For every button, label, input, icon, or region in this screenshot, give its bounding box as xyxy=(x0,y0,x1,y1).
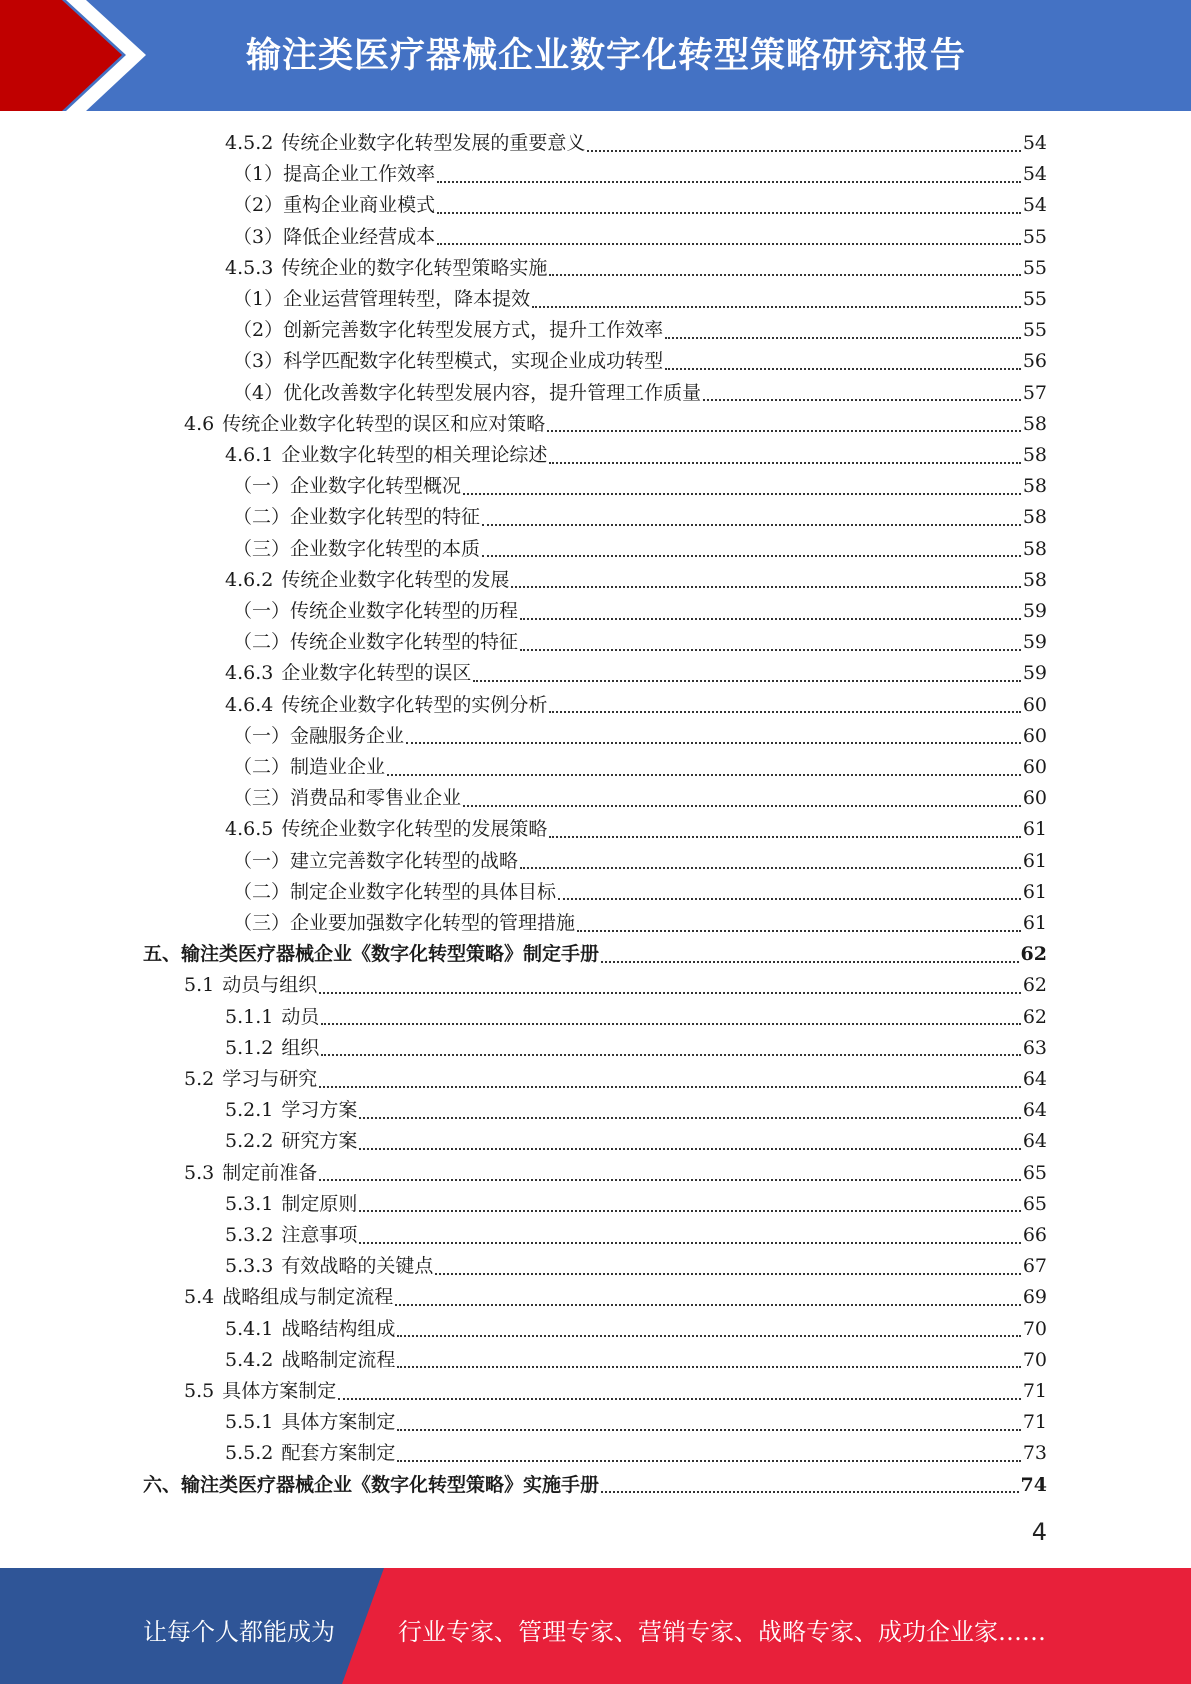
toc-entry-page: 71 xyxy=(1022,1380,1047,1402)
toc-entry-title: 学习与研究 xyxy=(222,1068,318,1090)
toc-entry-title: （一）建立完善数字化转型的战略 xyxy=(233,849,519,872)
toc-entry[interactable] xyxy=(233,284,1047,315)
toc-dot-leader xyxy=(549,711,1020,713)
toc-entry-page: 62 xyxy=(1020,943,1047,966)
toc-dot-leader xyxy=(397,1366,1020,1368)
toc-entry-title: 有效战略的关键点 xyxy=(281,1255,434,1278)
toc-entry-title: 传统企业数字化转型发展的重要意义 xyxy=(281,132,586,154)
toc-dot-leader xyxy=(463,493,1021,495)
toc-entry-title: （3）降低企业经营成本 xyxy=(233,225,436,248)
toc-entry-number: 5.4.1 xyxy=(225,1317,274,1340)
toc-entry-title: （一）金融服务企业 xyxy=(233,724,405,747)
toc-entry[interactable] xyxy=(225,1314,1047,1345)
toc-dot-leader xyxy=(437,181,1021,183)
toc-entry-page: 64 xyxy=(1022,1130,1047,1153)
toc-entry[interactable] xyxy=(225,658,1047,689)
toc-entry-number: 4.6.3 xyxy=(225,662,274,685)
header-arrow-decoration xyxy=(0,0,160,111)
toc-dot-leader xyxy=(665,368,1021,370)
toc-entry[interactable] xyxy=(225,440,1047,471)
toc-entry-page: 58 xyxy=(1022,537,1047,560)
toc-entry-title: （2）创新完善数字化转型发展方式，提升工作效率 xyxy=(233,319,664,342)
toc-entry[interactable] xyxy=(233,627,1047,658)
toc-entry-title: 配套方案制定 xyxy=(281,1442,396,1465)
toc-dot-leader xyxy=(395,1304,1021,1306)
toc-entry-page: 54 xyxy=(1022,132,1047,154)
toc-entry-page: 58 xyxy=(1022,506,1047,529)
toc-dot-leader xyxy=(520,649,1021,651)
toc-entry[interactable] xyxy=(233,346,1047,377)
toc-entry[interactable] xyxy=(225,1407,1047,1438)
report-title: 输注类医疗器械企业数字化转型策略研究报告 xyxy=(246,36,967,76)
page-footer xyxy=(0,1568,1191,1684)
toc-entry[interactable] xyxy=(233,471,1047,502)
toc-dot-leader xyxy=(558,898,1021,900)
toc-entry-page: 54 xyxy=(1022,194,1047,217)
toc-entry[interactable] xyxy=(225,1251,1047,1282)
toc-dot-leader xyxy=(359,1148,1020,1150)
toc-dot-leader xyxy=(520,867,1021,869)
toc-entry[interactable] xyxy=(225,1126,1047,1157)
toc-entry-number: 5.2.2 xyxy=(225,1130,274,1153)
toc-entry[interactable] xyxy=(233,378,1047,409)
toc-entry-page: 60 xyxy=(1022,724,1047,747)
toc-entry[interactable] xyxy=(225,253,1047,284)
toc-dot-leader xyxy=(319,1179,1021,1181)
toc-entry[interactable] xyxy=(184,409,1047,440)
toc-entry[interactable] xyxy=(225,814,1047,845)
toc-entry-page: 65 xyxy=(1022,1161,1047,1184)
toc-entry-page: 73 xyxy=(1022,1442,1047,1465)
toc-entry-title: （一）传统企业数字化转型的历程 xyxy=(233,600,519,622)
toc-entry-number: 4.6.2 xyxy=(225,568,274,591)
toc-dot-leader xyxy=(601,961,1019,963)
toc-entry-page: 63 xyxy=(1022,1036,1047,1059)
toc-entry-number: 4.5.2 xyxy=(225,132,274,154)
toc-dot-leader xyxy=(321,1023,1020,1025)
toc-entry-page: 55 xyxy=(1022,225,1047,248)
toc-entry-title: 动员与组织 xyxy=(222,974,318,997)
toc-entry-number: 5.2.1 xyxy=(225,1099,274,1122)
toc-entry[interactable] xyxy=(184,1064,1047,1095)
toc-entry-title: （二）制定企业数字化转型的具体目标 xyxy=(233,880,557,903)
toc-entry[interactable] xyxy=(143,939,1047,970)
toc-dot-leader xyxy=(321,1054,1020,1056)
toc-entry-number: 4.6.5 xyxy=(225,818,274,841)
toc-entry-page: 58 xyxy=(1022,475,1047,498)
toc-dot-leader xyxy=(473,680,1020,682)
toc-entry[interactable] xyxy=(184,1376,1047,1407)
toc-entry-page: 74 xyxy=(1020,1473,1047,1496)
toc-dot-leader xyxy=(587,150,1020,152)
toc-entry-title: （4）优化改善数字化转型发展内容，提升管理工作质量 xyxy=(233,381,702,404)
toc-entry-page: 64 xyxy=(1022,1099,1047,1122)
footer-slogan-right: 行业专家、管理专家、营销专家、战略专家、成功企业家…… xyxy=(398,1618,1046,1646)
toc-dot-leader xyxy=(397,1460,1020,1462)
toc-entry-page: 61 xyxy=(1022,849,1047,872)
toc-entry-title: 企业数字化转型的误区 xyxy=(281,662,472,685)
toc-entry[interactable] xyxy=(225,128,1047,159)
toc-entry-page: 61 xyxy=(1022,818,1047,841)
toc-entry-title: （一）企业数字化转型概况 xyxy=(233,475,462,498)
toc-entry[interactable] xyxy=(225,1189,1047,1220)
toc-dot-leader xyxy=(463,805,1021,807)
toc-entry-title: 学习方案 xyxy=(281,1099,358,1122)
toc-entry-number: 5.1 xyxy=(184,974,215,997)
toc-dot-leader xyxy=(665,337,1021,339)
toc-dot-leader xyxy=(359,1210,1020,1212)
toc-dot-leader xyxy=(482,555,1021,557)
toc-entry-number: 5.3.1 xyxy=(225,1192,274,1215)
toc-dot-leader xyxy=(338,1398,1021,1400)
toc-entry-page: 60 xyxy=(1022,693,1047,716)
toc-entry-title: （三）企业要加强数字化转型的管理措施 xyxy=(233,912,576,934)
toc-entry-page: 57 xyxy=(1022,381,1047,404)
toc-entry-number: 5.4.2 xyxy=(225,1348,274,1371)
toc-entry-page: 56 xyxy=(1022,350,1047,373)
toc-dot-leader xyxy=(549,274,1020,276)
toc-entry-title: 战略制定流程 xyxy=(281,1348,396,1371)
toc-entry-title: （1）企业运营管理转型，降本提效 xyxy=(233,288,531,310)
toc-dot-leader xyxy=(387,774,1021,776)
page-number: 4 xyxy=(1031,1518,1047,1546)
toc-entry[interactable] xyxy=(233,877,1047,908)
toc-dot-leader xyxy=(520,618,1021,620)
toc-entry[interactable] xyxy=(233,721,1047,752)
toc-entry-title: 战略结构组成 xyxy=(281,1317,396,1340)
toc-entry-number: 5.3.2 xyxy=(225,1224,274,1246)
toc-entry-number: 5.3 xyxy=(184,1161,215,1184)
toc-entry-page: 59 xyxy=(1022,631,1047,654)
toc-entry[interactable] xyxy=(225,1002,1047,1033)
toc-entry[interactable] xyxy=(184,1282,1047,1313)
toc-entry-title: （三）企业数字化转型的本质 xyxy=(233,537,481,560)
toc-entry-title: 传统企业的数字化转型策略实施 xyxy=(281,256,548,279)
toc-entry-title: （二）制造业企业 xyxy=(233,756,386,778)
toc-entry-title: 传统企业数字化转型的误区和应对策略 xyxy=(222,412,546,435)
toc-entry-number: 5.1.1 xyxy=(225,1005,274,1028)
toc-entry-page: 69 xyxy=(1022,1286,1047,1309)
toc-entry-title: 具体方案制定 xyxy=(222,1380,337,1402)
toc-entry-number: 5.3.3 xyxy=(225,1255,274,1278)
toc-entry[interactable] xyxy=(233,190,1047,221)
toc-entry-page: 55 xyxy=(1022,288,1047,310)
toc-entry-page: 62 xyxy=(1022,1005,1047,1028)
toc-entry[interactable] xyxy=(225,690,1047,721)
toc-entry[interactable] xyxy=(233,159,1047,190)
toc-dot-leader xyxy=(532,306,1021,308)
toc-entry-number: 4.5.3 xyxy=(225,256,274,279)
toc-entry[interactable] xyxy=(184,1158,1047,1189)
toc-entry[interactable] xyxy=(233,596,1047,627)
toc-entry-number: 5.5.2 xyxy=(225,1442,274,1465)
toc-dot-leader xyxy=(406,742,1021,744)
toc-entry-title: 传统企业数字化转型的发展策略 xyxy=(281,818,548,841)
toc-entry-title: 战略组成与制定流程 xyxy=(222,1286,394,1309)
toc-entry-page: 58 xyxy=(1022,412,1047,435)
toc-entry-number: 5.4 xyxy=(184,1286,215,1309)
toc-entry[interactable] xyxy=(233,502,1047,533)
toc-entry-title: （三）消费品和零售业企业 xyxy=(233,787,462,810)
toc-entry[interactable] xyxy=(225,1438,1047,1469)
toc-entry-number: 5.2 xyxy=(184,1068,215,1090)
toc-entry-title: 动员 xyxy=(281,1005,320,1028)
toc-entry-title: 传统企业数字化转型的实例分析 xyxy=(281,693,548,716)
toc-entry[interactable] xyxy=(233,315,1047,346)
toc-entry-page: 58 xyxy=(1022,444,1047,466)
toc-entry-title: （1）提高企业工作效率 xyxy=(233,163,436,186)
toc-entry-page: 54 xyxy=(1022,163,1047,186)
toc-entry-page: 70 xyxy=(1022,1348,1047,1371)
toc-dot-leader xyxy=(482,524,1021,526)
toc-entry-title: （二）传统企业数字化转型的特征 xyxy=(233,631,519,654)
toc-entry[interactable] xyxy=(233,752,1047,783)
toc-entry-title: （3）科学匹配数字化转型模式，实现企业成功转型 xyxy=(233,350,664,373)
toc-entry-title: 注意事项 xyxy=(281,1224,358,1246)
toc-entry-page: 60 xyxy=(1022,787,1047,810)
toc-entry[interactable] xyxy=(225,1033,1047,1064)
toc-entry[interactable] xyxy=(225,565,1047,596)
toc-entry-page: 58 xyxy=(1022,568,1047,591)
toc-entry[interactable] xyxy=(233,846,1047,877)
toc-entry[interactable] xyxy=(143,1470,1047,1501)
toc-entry-title: 传统企业数字化转型的发展 xyxy=(281,568,510,591)
toc-entry-page: 59 xyxy=(1022,600,1047,622)
toc-entry-title: （2）重构企业商业模式 xyxy=(233,194,436,217)
toc-dot-leader xyxy=(319,1086,1021,1088)
toc-entry-page: 70 xyxy=(1022,1317,1047,1340)
toc-entry-page: 55 xyxy=(1022,319,1047,342)
toc-entry-title: 研究方案 xyxy=(281,1130,358,1153)
toc-dot-leader xyxy=(577,930,1021,932)
toc-dot-leader xyxy=(397,1335,1020,1337)
toc-dot-leader xyxy=(397,1429,1020,1431)
toc-dot-leader xyxy=(601,1491,1019,1493)
toc-dot-leader xyxy=(547,430,1021,432)
toc-entry-number: 4.6.4 xyxy=(225,693,274,716)
toc-entry[interactable] xyxy=(184,970,1047,1001)
toc-entry-number: 5.5.1 xyxy=(225,1411,274,1434)
toc-dot-leader xyxy=(437,243,1021,245)
toc-entry[interactable] xyxy=(233,222,1047,253)
toc-entry[interactable] xyxy=(225,1095,1047,1126)
toc-entry-page: 67 xyxy=(1022,1255,1047,1278)
toc-entry[interactable] xyxy=(225,1220,1047,1251)
toc-entry-number: 4.6 xyxy=(184,412,215,435)
toc-dot-leader xyxy=(549,462,1020,464)
toc-entry-page: 55 xyxy=(1022,256,1047,279)
toc-entry-number: 5.5 xyxy=(184,1380,215,1402)
toc-entry[interactable] xyxy=(233,783,1047,814)
toc-entry-page: 59 xyxy=(1022,662,1047,685)
toc-entry-title: 制定原则 xyxy=(281,1192,358,1215)
toc-entry-title: （二）企业数字化转型的特征 xyxy=(233,506,481,529)
toc-entry-title: 制定前准备 xyxy=(222,1161,318,1184)
toc-dot-leader xyxy=(511,586,1020,588)
toc-entry-page: 64 xyxy=(1022,1068,1047,1090)
toc-dot-leader xyxy=(549,836,1020,838)
toc-entry[interactable] xyxy=(225,1345,1047,1376)
toc-entry-page: 71 xyxy=(1022,1411,1047,1434)
toc-dot-leader xyxy=(703,399,1021,401)
toc-dot-leader xyxy=(359,1242,1020,1244)
toc-entry[interactable] xyxy=(233,534,1047,565)
toc-entry-page: 61 xyxy=(1022,880,1047,903)
toc-entry-number: 4.6.1 xyxy=(225,444,274,466)
toc-entry-title: 具体方案制定 xyxy=(281,1411,396,1434)
toc-dot-leader xyxy=(319,992,1021,994)
toc-entry-title: 组织 xyxy=(281,1036,320,1059)
toc-dot-leader xyxy=(359,1117,1020,1119)
toc-entry-title: 六、输注类医疗器械企业《数字化转型策略》实施手册 xyxy=(143,1473,600,1496)
toc-entry-page: 60 xyxy=(1022,756,1047,778)
page-header xyxy=(0,0,1191,111)
toc-entry-page: 62 xyxy=(1022,974,1047,997)
toc-entry-page: 61 xyxy=(1022,912,1047,934)
footer-slogan-left: 让每个人都能成为 xyxy=(143,1618,335,1646)
toc-dot-leader xyxy=(435,1273,1020,1275)
toc-entry-title: 企业数字化转型的相关理论综述 xyxy=(281,444,548,466)
toc-entry-page: 65 xyxy=(1022,1192,1047,1215)
toc-entry-page: 66 xyxy=(1022,1224,1047,1246)
toc-entry-title: 五、输注类医疗器械企业《数字化转型策略》制定手册 xyxy=(143,943,600,966)
toc-entry[interactable] xyxy=(233,908,1047,939)
toc-entry-number: 5.1.2 xyxy=(225,1036,274,1059)
toc-dot-leader xyxy=(437,212,1021,214)
